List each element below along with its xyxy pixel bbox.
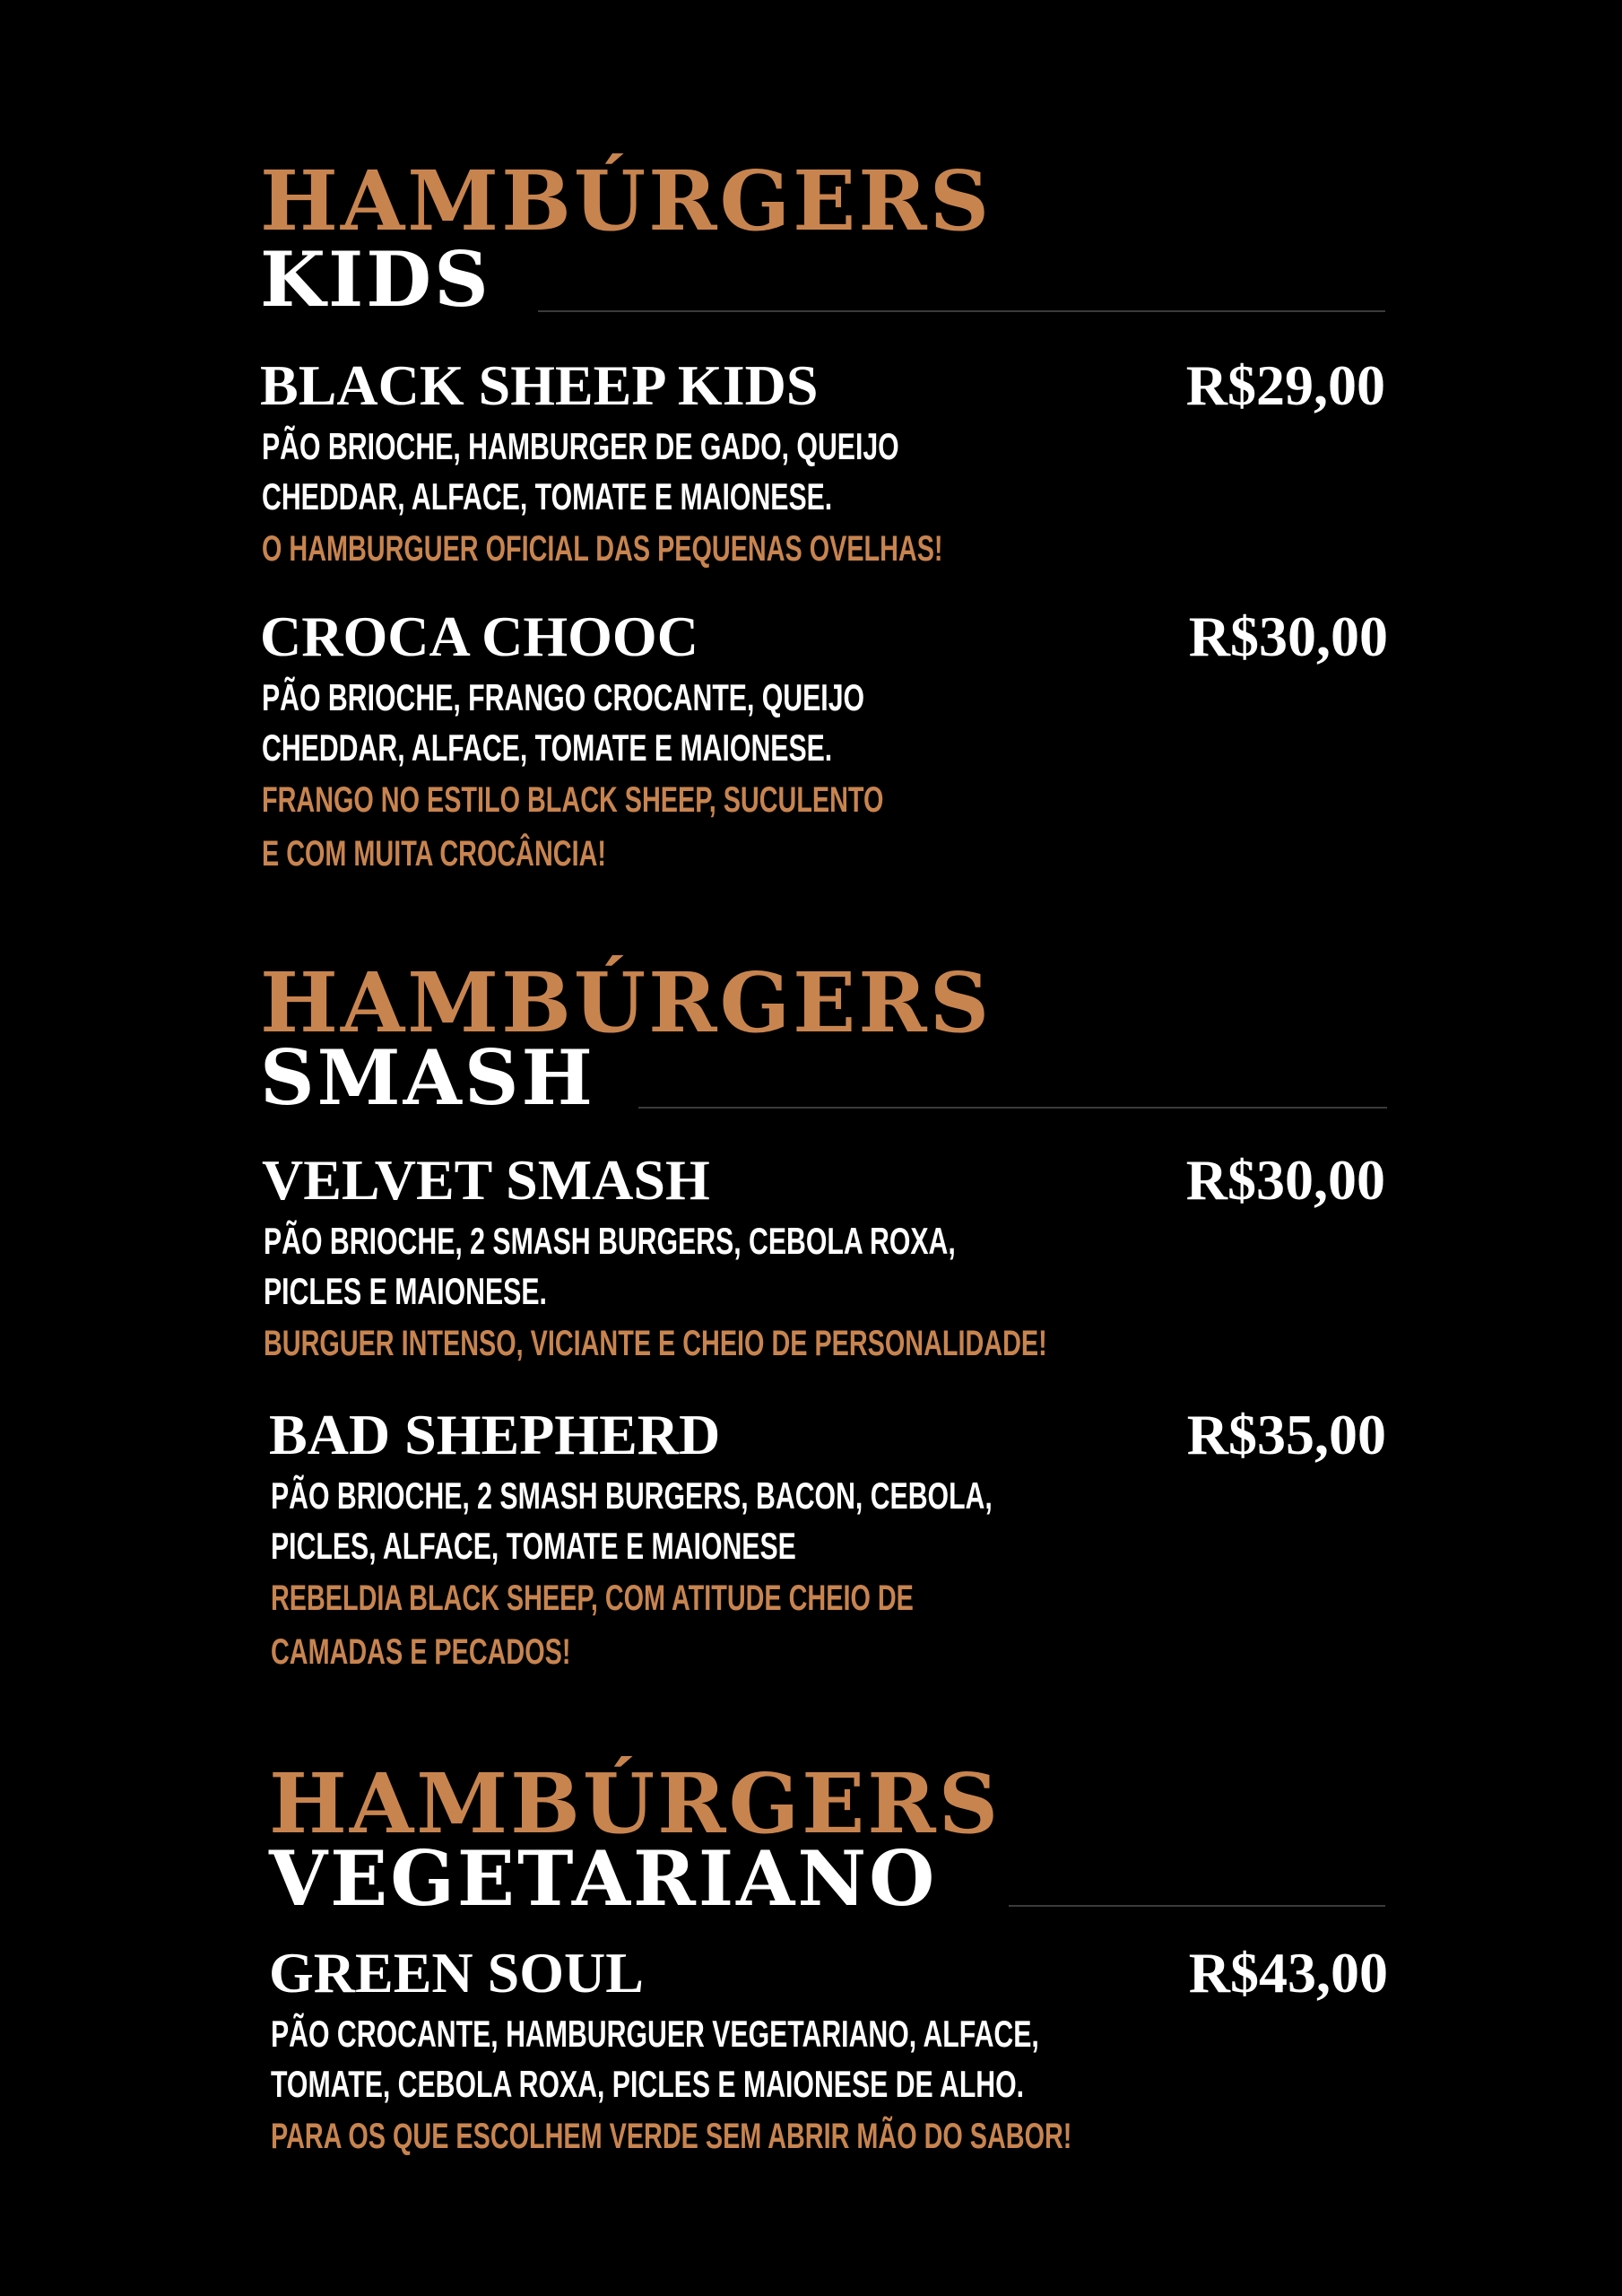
item-name: VELVET SMASH	[262, 1148, 710, 1212]
item-tagline	[262, 773, 1166, 881]
section-title-top: HAMBÚRGERS	[260, 152, 993, 249]
item-description-line: PÃO BRIOCHE, 2 SMASH BURGERS, BACON, CEBOLA,	[271, 1474, 993, 1517]
item-tagline-line: CAMADAS E PECADOS!	[271, 1632, 571, 1672]
item-tagline-line: FRANGO NO ESTILO BLACK SHEEP, SUCULENTO	[262, 780, 884, 820]
item-name: CROCA CHOOC	[260, 604, 698, 668]
item-description-line: PÃO BRIOCHE, 2 SMASH BURGERS, CEBOLA ROXA,	[264, 1220, 956, 1262]
item-tagline-line: REBELDIA BLACK SHEEP, COM ATITUDE CHEIO DE	[271, 1578, 914, 1618]
section-title-top: HAMBÚRGERS	[260, 954, 993, 1051]
item-description-line: PICLES, ALFACE, TOMATE E MAIONESE	[271, 1525, 796, 1567]
item-description	[271, 2009, 1175, 2109]
item-name: BLACK SHEEP KIDS	[260, 353, 819, 417]
item-name: GREEN SOUL	[269, 1941, 644, 2005]
item-description-line: PÃO BRIOCHE, HAMBURGER DE GADO, QUEIJO	[262, 425, 899, 467]
item-description	[262, 673, 1166, 773]
item-tagline-line: E COM MUITA CROCÂNCIA!	[262, 834, 606, 874]
item-tagline-line: BURGUER INTENSO, VICIANTE E CHEIO DE PERSONALIDADE!	[264, 1324, 1047, 1363]
section-divider	[638, 1107, 1387, 1109]
item-tagline-line: PARA OS QUE ESCOLHEM VERDE SEM ABRIR MÃO DO SABOR!	[271, 2117, 1072, 2156]
item-description-line: PICLES E MAIONESE.	[264, 1270, 547, 1312]
item-description-line: PÃO CROCANTE, HAMBURGUER VEGETARIANO, ALFACE,	[271, 2013, 1039, 2055]
item-description-line: CHEDDAR, ALFACE, TOMATE E MAIONESE.	[262, 726, 833, 769]
item-tagline-line: O HAMBURGUER OFICIAL DAS PEQUENAS OVELHAS!	[262, 529, 943, 569]
item-tagline	[271, 2109, 1175, 2163]
section-divider	[1009, 1905, 1385, 1907]
section-divider	[538, 310, 1385, 312]
item-price: R$35,00	[1186, 1403, 1386, 1466]
section-title-bottom: SMASH	[260, 1033, 595, 1122]
item-description	[271, 1471, 1175, 1571]
item-tagline	[271, 1571, 1175, 1679]
item-price: R$30,00	[1185, 1148, 1385, 1212]
item-price: R$30,00	[1188, 604, 1388, 668]
item-description	[264, 1216, 1167, 1317]
item-description-line: PÃO BRIOCHE, FRANGO CROCANTE, QUEIJO	[262, 676, 865, 718]
item-description-line: TOMATE, CEBOLA ROXA, PICLES E MAIONESE DE ALHO.	[271, 2063, 1025, 2105]
section-title-bottom: KIDS	[260, 235, 491, 324]
item-name: BAD SHEPHERD	[269, 1403, 721, 1466]
item-price: R$43,00	[1188, 1941, 1388, 2005]
item-tagline	[264, 1317, 1167, 1370]
item-tagline	[262, 522, 1166, 576]
item-description-line: CHEDDAR, ALFACE, TOMATE E MAIONESE.	[262, 475, 833, 517]
section-title-bottom: VEGETARIANO	[269, 1834, 938, 1923]
item-price: R$29,00	[1185, 353, 1385, 417]
section-title-top: HAMBÚRGERS	[269, 1755, 1002, 1852]
item-description	[262, 422, 1166, 522]
